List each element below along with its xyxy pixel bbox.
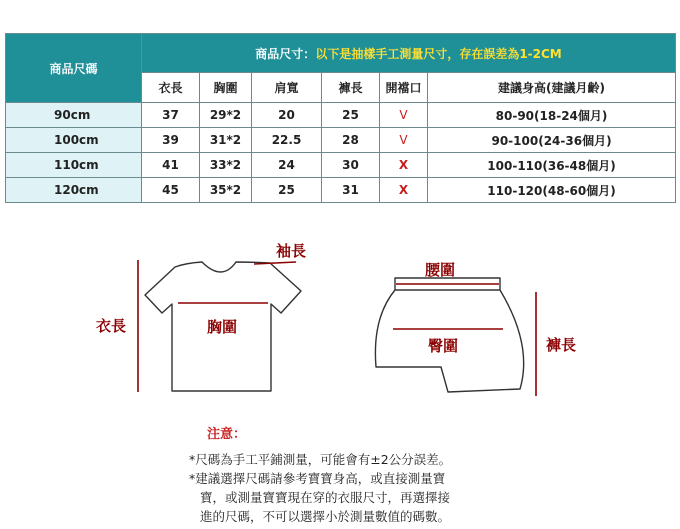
table-cell: 22.5 bbox=[252, 128, 322, 153]
col-header-suggested-height: 建議身高(建議月齡) bbox=[428, 73, 676, 103]
table-cell: 33*2 bbox=[200, 153, 252, 178]
table-cell: 45 bbox=[142, 178, 200, 203]
table-cell: 31 bbox=[322, 178, 380, 203]
waist-label: 腰圍 bbox=[425, 261, 456, 279]
table-cell: 80-90(18-24個月) bbox=[428, 103, 676, 128]
size-cell: 100cm bbox=[6, 128, 142, 153]
open-crotch-mark: V bbox=[380, 103, 428, 128]
size-cell: 120cm bbox=[6, 178, 142, 203]
open-crotch-mark: X bbox=[380, 153, 428, 178]
size-cell: 110cm bbox=[6, 153, 142, 178]
size-column-header: 商品尺碼 bbox=[6, 34, 142, 103]
size-cell: 90cm bbox=[6, 103, 142, 128]
table-cell: 20 bbox=[252, 103, 322, 128]
sleeve-length-label: 袖長 bbox=[276, 242, 307, 260]
col-header-chest: 胸圍 bbox=[200, 73, 252, 103]
notes-title: 注意： bbox=[207, 427, 247, 442]
notes-section bbox=[189, 425, 509, 526]
table-cell: 110-120(48-60個月) bbox=[428, 178, 676, 203]
col-header-shoulder: 肩寬 bbox=[252, 73, 322, 103]
note-line: *建議選擇尺碼請參考寶寶身高，或直接測量寶 bbox=[189, 471, 446, 486]
open-crotch-mark: X bbox=[380, 178, 428, 203]
col-header-open-crotch: 開襠口 bbox=[380, 73, 428, 103]
table-cell: 25 bbox=[322, 103, 380, 128]
table-cell: 39 bbox=[142, 128, 200, 153]
chest-label: 胸圍 bbox=[207, 318, 238, 336]
note-line: 寶，或測量寶寶現在穿的衣服尺寸，再選擇接 bbox=[200, 490, 451, 505]
hip-label: 臀圍 bbox=[428, 337, 459, 355]
table-cell: 90-100(24-36個月) bbox=[428, 128, 676, 153]
pants-length-label: 褲長 bbox=[546, 336, 577, 354]
col-header-pants-length: 褲長 bbox=[322, 73, 380, 103]
table-cell: 100-110(36-48個月) bbox=[428, 153, 676, 178]
table-cell: 24 bbox=[252, 153, 322, 178]
note-line: *尺碼為手工平鋪測量，可能會有±2公分誤差。 bbox=[189, 452, 452, 467]
table-cell: 28 bbox=[322, 128, 380, 153]
table-cell: 37 bbox=[142, 103, 200, 128]
table-cell: 30 bbox=[322, 153, 380, 178]
table-cell: 25 bbox=[252, 178, 322, 203]
note-line: 進的尺碼，不可以選擇小於測量數值的碼數。 bbox=[200, 509, 451, 524]
measurement-error-note: 以下是抽樣手工測量尺寸，存在誤差為1-2CM bbox=[315, 46, 562, 61]
table-cell: 29*2 bbox=[200, 103, 252, 128]
table-cell: 31*2 bbox=[200, 128, 252, 153]
col-header-length: 衣長 bbox=[142, 73, 200, 103]
table-cell: 41 bbox=[142, 153, 200, 178]
table-cell: 35*2 bbox=[200, 178, 252, 203]
garment-length-label: 衣長 bbox=[96, 317, 127, 335]
open-crotch-mark: V bbox=[380, 128, 428, 153]
measurement-header-prefix: 商品尺寸： bbox=[255, 46, 316, 61]
